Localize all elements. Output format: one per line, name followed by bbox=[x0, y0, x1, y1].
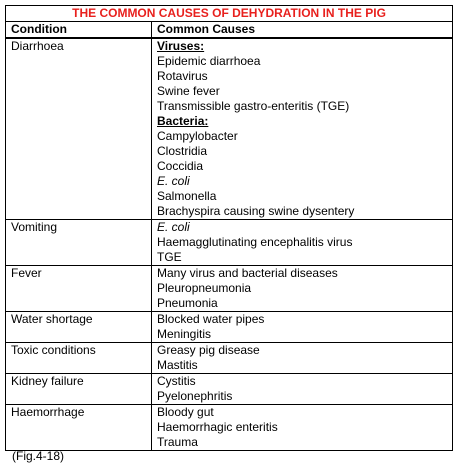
causes-cell bbox=[152, 405, 453, 451]
header-row bbox=[6, 22, 453, 39]
header-common-causes: Common Causes bbox=[152, 22, 453, 39]
causes-cell bbox=[152, 266, 453, 312]
causes-cell bbox=[152, 312, 453, 343]
causes-cell bbox=[152, 374, 453, 405]
figure-caption: (Fig.4-18) bbox=[12, 449, 65, 463]
cause-item: Campylobacter bbox=[157, 129, 238, 143]
table-row bbox=[6, 405, 453, 451]
table-row bbox=[6, 374, 453, 405]
cause-item: Rotavirus bbox=[157, 69, 208, 83]
cause-item: Transmissible gastro-enteritis (TGE) bbox=[157, 99, 350, 113]
cause-item: Bloody gut bbox=[157, 405, 214, 419]
cause-item: Haemorrhagic enteritis bbox=[157, 420, 278, 434]
condition-cell: Kidney failure bbox=[6, 374, 152, 405]
cause-item: Haemagglutinating encephalitis virus bbox=[157, 235, 353, 249]
cause-item: Coccidia bbox=[157, 159, 204, 173]
cause-item: Pleuropneumonia bbox=[157, 281, 252, 295]
cause-item: Mastitis bbox=[157, 358, 198, 372]
cause-item: Greasy pig disease bbox=[157, 343, 260, 357]
title-row bbox=[6, 6, 453, 22]
cause-item: Pneumonia bbox=[157, 296, 218, 310]
cause-group-title: Bacteria: bbox=[157, 114, 209, 128]
cause-item: Meningitis bbox=[157, 327, 212, 341]
condition-cell: Toxic conditions bbox=[6, 343, 152, 374]
cause-item: Pyelonephritis bbox=[157, 389, 233, 403]
table-row bbox=[6, 343, 453, 374]
table-title: THE COMMON CAUSES OF DEHYDRATION IN THE PIG bbox=[6, 6, 453, 22]
condition-cell: Haemorrhage bbox=[6, 405, 152, 451]
cause-item: TGE bbox=[157, 250, 182, 264]
cause-item: E. coli bbox=[157, 220, 190, 234]
cause-item: Epidemic diarrhoea bbox=[157, 54, 261, 68]
header-condition: Condition bbox=[6, 22, 152, 39]
cause-item: Blocked water pipes bbox=[157, 312, 265, 326]
table-row bbox=[6, 38, 453, 220]
cause-item: Cystitis bbox=[157, 374, 196, 388]
cause-item: Trauma bbox=[157, 435, 198, 449]
cause-item: Many virus and bacterial diseases bbox=[157, 266, 338, 280]
causes-cell bbox=[152, 38, 453, 220]
causes-cell bbox=[152, 220, 453, 266]
cause-item: Swine fever bbox=[157, 84, 220, 98]
condition-cell: Diarrhoea bbox=[6, 38, 152, 220]
table-row bbox=[6, 266, 453, 312]
cause-group-title: Viruses: bbox=[157, 39, 205, 53]
condition-cell: Fever bbox=[6, 266, 152, 312]
cause-item: Salmonella bbox=[157, 189, 217, 203]
causes-cell bbox=[152, 343, 453, 374]
condition-cell: Vomiting bbox=[6, 220, 152, 266]
table-body bbox=[6, 38, 453, 451]
table-row bbox=[6, 312, 453, 343]
cause-item: E. coli bbox=[157, 174, 190, 188]
cause-item: Clostridia bbox=[157, 144, 208, 158]
cause-item: Brachyspira causing swine dysentery bbox=[157, 204, 355, 218]
condition-cell: Water shortage bbox=[6, 312, 152, 343]
table-row bbox=[6, 220, 453, 266]
dehydration-causes-table bbox=[5, 5, 453, 451]
